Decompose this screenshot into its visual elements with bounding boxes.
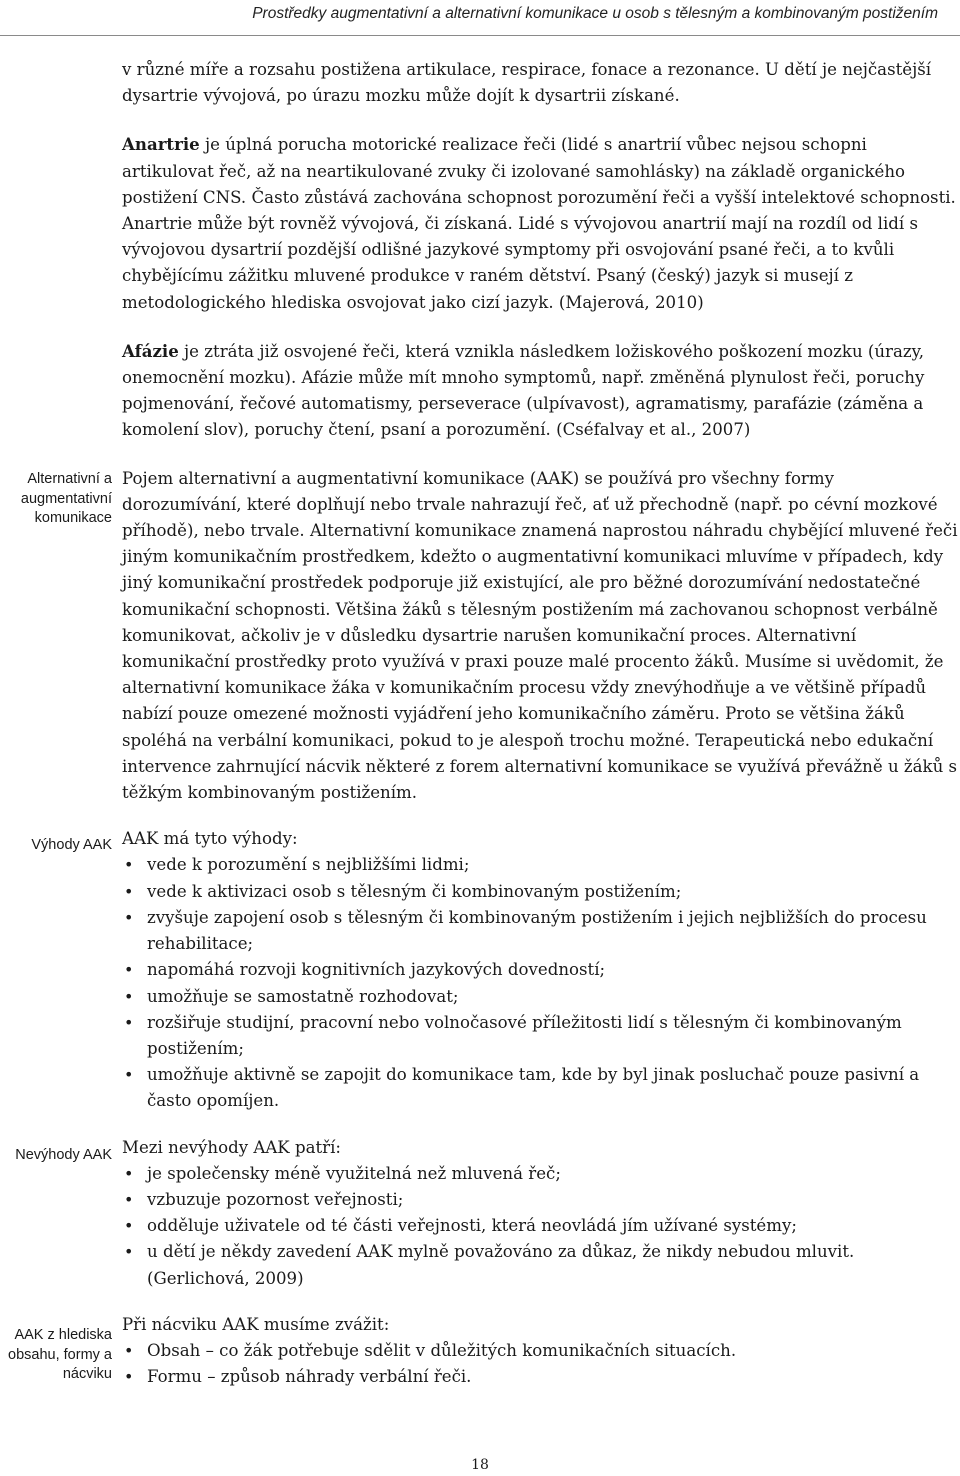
nacvik-intro: Při nácviku AAK musíme zvážit: [122, 1314, 390, 1334]
term-anartrie: Anartrie [122, 134, 200, 155]
section-nacvik [122, 1312, 958, 1391]
running-header: Prostředky augmentativní a alternativní komunikace u osob s tělesným a kombinovaným postižením [252, 5, 938, 22]
vyhody-intro: AAK má tyto výhody: [122, 829, 298, 849]
nevyhody-list [122, 1161, 958, 1292]
list-item: • zvyšuje zapojení osob s tělesným či kombinovaným postižením i jejich nejbližších do procesu rehabilitace; [122, 905, 958, 957]
anartrie-text: je úplná porucha motorické realizace řeči (lidé s anartrií vůbec nejsou schopni artikulovat řeč, až na neartikulované zvuky či izolované samohlásky) na základě organického postižení CNS. Často zůstává zachována schopnost porozumění řeči a vyšší intelektové schopnosti. Anartrie může být rovněž vývojová, či získaná. Lidé s vývojovou anartrií mají na rozdíl od lidí s vývojovou dysartrií pozdější odlišné jazykové symptomy při osvojování psané řeči, a to kvůli chybějícímu zážitku mluvené produkce v raném dětství. Psaný (český) jazyk si musejí z metodologického hlediska osvojovat jako cizí jazyk. (Majerová, 2010) [122, 135, 956, 312]
paragraph-aak-intro: Pojem alternativní a augmentativní komunikace (AAK) se používá pro všechny formy dorozumívání, které doplňují nebo trvale nahrazují řeč, ať už přechodně (např. po cévní mozkové příhodě), nebo trvale. Alternativní komunikace znamená naprostou náhradu chybějící mluvené řeči jiným komunikačním prostředkem, kdežto o augmentativní komunikaci mluvíme v případech, kdy jiný komunikační prostředek podporuje již existující, ale pro běžné dorozumívání nedostatečné komunikační schopnosti. Většina žáků s tělesným postižením má zachovanou schopnost verbálně komunikovat, ačkoliv je v důsledku dysartrie narušen komunikační proces. Alternativní komunikační prostředky proto využívá v praxi pouze malé procento žáků. Musíme si uvědomit, že alternativní komunikace žáka v komunikačním procesu vždy znevýhodňuje a ve většině případů nabízí pouze omezené možnosti vyjádření jeho komunikačního záměru. Proto se většina žáků spoléhá na verbální komunikaci, pokud to je alespoň trochu možné. Terapeutická nebo edukační intervence zahrnující nácvik některé z forem alternativní komunikace se využívá převážně u žáků s těžkým kombinovaným postižením. [122, 468, 958, 803]
nevyhody-intro: Mezi nevýhody AAK patří: [122, 1137, 341, 1157]
margin-label-vyhody: Výhody AAK [31, 837, 112, 853]
main-content [122, 57, 958, 1390]
section-nevyhody [122, 1135, 958, 1292]
paragraph-afazie [122, 338, 958, 444]
margin-label-alternativni: Alternativní a augmentativní komunikace [20, 471, 112, 526]
paragraph-dysartrie: v různé míře a rozsahu postižena artikulace, respirace, fonace a rezonance. U dětí je nejčastější dysartrie vývojová, po úrazu mozku může dojít k dysartrii získané. [122, 60, 932, 106]
header-rule [0, 35, 960, 36]
list-item: • vede k aktivizaci osob s tělesným či kombinovaným postižením; [122, 879, 958, 905]
page-number: 18 [471, 1457, 489, 1473]
list-item: • napomáhá rozvoji kognitivních jazykových dovedností; [122, 957, 958, 983]
margin-label-hlediska: AAK z hlediska obsahu, formy a nácviku [8, 1327, 112, 1382]
paragraph-anartrie [122, 131, 958, 315]
vyhody-list [122, 852, 958, 1114]
list-item: • umožňuje se samostatně rozhodovat; [122, 984, 958, 1010]
list-item: • umožňuje aktivně se zapojit do komunikace tam, kde by byl jinak posluchač pouze pasivní a často opomíjen. [122, 1062, 958, 1114]
nacvik-list [122, 1338, 958, 1390]
section-vyhody [122, 826, 958, 1114]
list-item: • Obsah – co žák potřebuje sdělit v důležitých komunikačních situacích. [122, 1338, 958, 1364]
list-item: • je společensky méně využitelná než mluvená řeč; [122, 1161, 958, 1187]
list-item: • rozšiřuje studijní, pracovní nebo volnočasové příležitosti lidí s tělesným či kombinovaným postižením; [122, 1010, 958, 1062]
list-item: • Formu – způsob náhrady verbální řeči. [122, 1364, 958, 1390]
list-item: • vzbuzuje pozornost veřejnosti; [122, 1187, 958, 1213]
margin-label-nevyhody: Nevýhody AAK [15, 1147, 112, 1163]
term-afazie: Afázie [122, 340, 179, 361]
list-item: • odděluje uživatele od té části veřejnosti, která neovládá jím užívané systémy; [122, 1213, 958, 1239]
list-item: • u dětí je někdy zavedení AAK mylně považováno za důkaz, že nikdy nebudou mluvit. (Gerlichová, 2009) [122, 1239, 958, 1291]
afazie-text: je ztráta již osvojené řeči, která vznikla následkem ložiskového poškození mozku (úrazy, onemocnění mozku). Afázie může mít mnoho symptomů, např. změněná plynulost řeči, poruchy pojmenování, řečové automatismy, perseverace (ulpívavost), agramatismy, parafázie (záměna a komolení slov), poruchy čtení, psaní a porozumění. (Cséfalvay et al., 2007) [122, 341, 925, 440]
list-item: • vede k porozumění s nejbližšími lidmi; [122, 852, 958, 878]
